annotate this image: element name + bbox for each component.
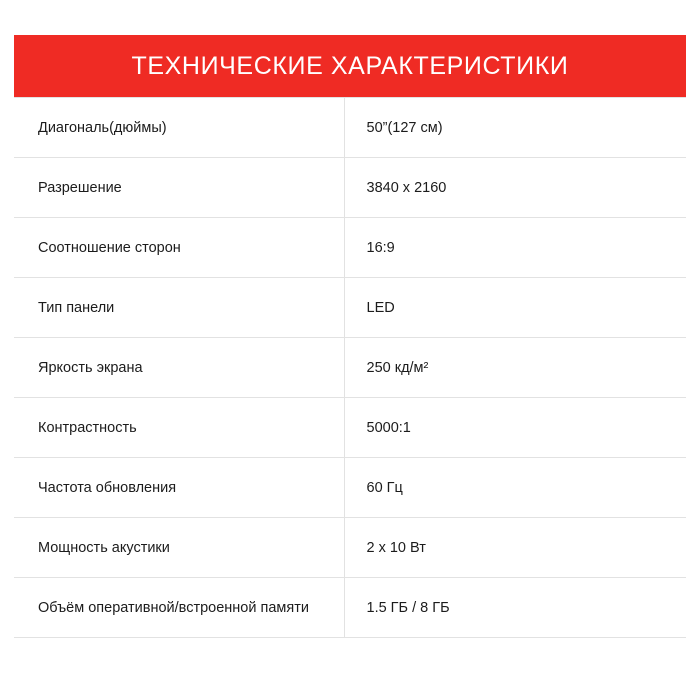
- table-row: [14, 158, 686, 218]
- spec-label: Частота обновления: [14, 458, 344, 518]
- table-row: [14, 98, 686, 158]
- spec-value: 16:9: [344, 218, 686, 278]
- spec-value: 5000:1: [344, 398, 686, 458]
- table-row: [14, 458, 686, 518]
- spec-value: 3840 х 2160: [344, 158, 686, 218]
- table-row: [14, 218, 686, 278]
- table-row: [14, 338, 686, 398]
- table-row: [14, 398, 686, 458]
- spec-value: 2 х 10 Вт: [344, 518, 686, 578]
- spec-label: Контрастность: [14, 398, 344, 458]
- spec-value: 60 Гц: [344, 458, 686, 518]
- specifications-table-body: [14, 98, 686, 638]
- spec-value: LED: [344, 278, 686, 338]
- spec-label: Яркость экрана: [14, 338, 344, 398]
- spec-label: Диагональ(дюймы): [14, 98, 344, 158]
- spec-value: 250 кд/м²: [344, 338, 686, 398]
- spec-label: Тип панели: [14, 278, 344, 338]
- spec-label: Мощность акустики: [14, 518, 344, 578]
- spec-label: Соотношение сторон: [14, 218, 344, 278]
- table-row: [14, 578, 686, 638]
- spec-value: 1.5 ГБ / 8 ГБ: [344, 578, 686, 638]
- spec-value: 50”(127 см): [344, 98, 686, 158]
- specifications-card: [14, 35, 686, 638]
- page-title: ТЕХНИЧЕСКИЕ ХАРАКТЕРИСТИКИ: [14, 35, 686, 97]
- table-row: [14, 518, 686, 578]
- spec-label: Разрешение: [14, 158, 344, 218]
- specifications-table: [14, 97, 686, 638]
- table-row: [14, 278, 686, 338]
- spec-label: Объём оперативной/встроенной памяти: [14, 578, 344, 638]
